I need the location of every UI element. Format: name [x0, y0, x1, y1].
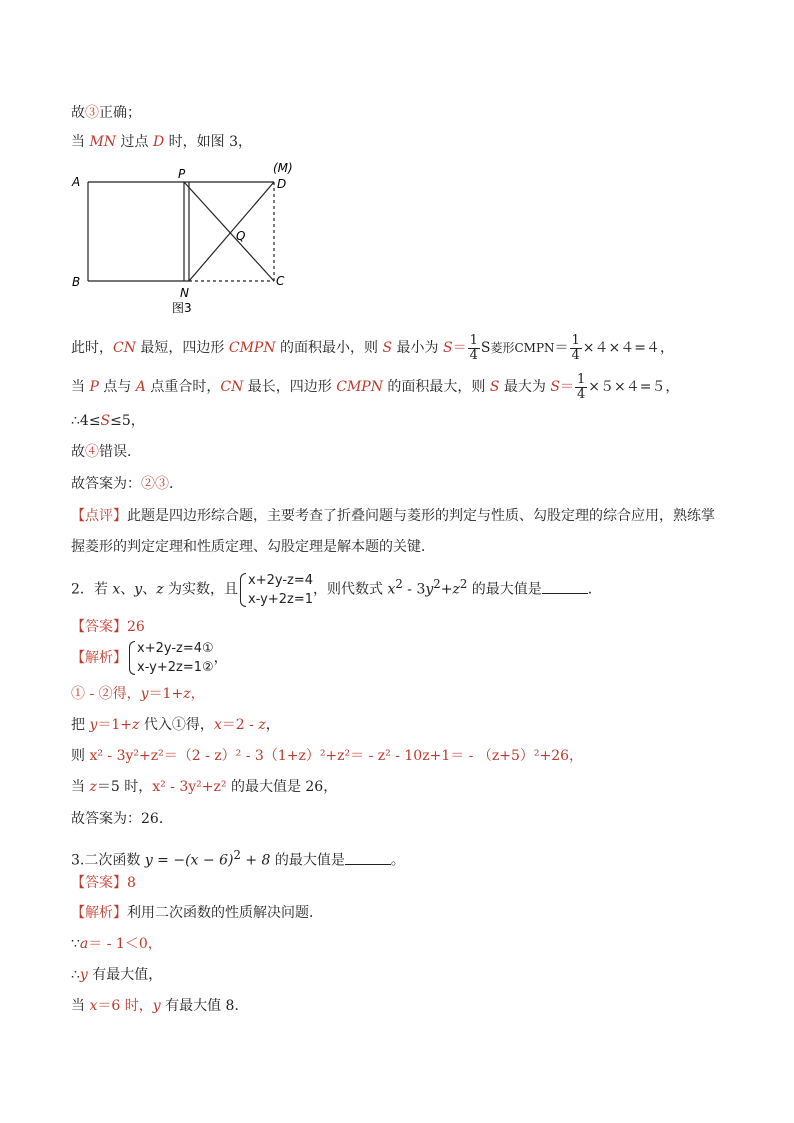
function-expression: + 8: [240, 852, 271, 869]
line-case-mn-through-d: [71, 132, 252, 152]
text: ∵: [71, 936, 80, 952]
line-comment: [71, 506, 715, 526]
text: 当: [71, 998, 90, 1014]
expression: x² - 3y²+z²＝（2 - z）² - 3（1+z）²+z²＝ - z² - 10z+1＝ - （z+5）²+26，: [89, 748, 584, 764]
var: S: [100, 413, 111, 429]
question-3: [71, 845, 405, 871]
exponent: 2: [395, 577, 403, 591]
var: z: [183, 686, 191, 702]
text: S: [480, 340, 491, 356]
text: 点与: [98, 379, 136, 395]
line-min-area: [71, 333, 674, 363]
denominator: 4: [469, 347, 478, 363]
text: 最大为: [499, 379, 551, 395]
text: 过点: [116, 134, 153, 150]
label-p: P: [178, 167, 186, 181]
numerator: 1: [469, 332, 478, 348]
text: 故: [71, 105, 85, 121]
exponent: 2: [233, 848, 241, 862]
answer-3: [71, 873, 136, 893]
text: ，则代数式: [313, 581, 388, 598]
text: 把: [71, 717, 90, 733]
text: 故答案为：: [71, 476, 141, 492]
label-c: C: [276, 274, 285, 288]
analysis-3: [71, 903, 323, 923]
text: ∴: [71, 967, 80, 983]
figure-3: [66, 158, 306, 322]
text: 、: [142, 581, 157, 598]
text: 代入①得，: [139, 717, 214, 733]
var: y: [152, 998, 161, 1014]
text: 的面积最大，则: [382, 379, 490, 395]
line-max-area: [71, 372, 679, 402]
text: ×４×４=４，: [582, 340, 674, 356]
var: CMPN: [336, 379, 383, 395]
var: x: [387, 581, 396, 598]
text: 2．若: [71, 581, 113, 598]
text: 、: [120, 581, 135, 598]
var: D: [152, 134, 165, 150]
fraction: [468, 334, 480, 363]
analysis-tag: 【解析】: [71, 905, 127, 921]
text: ，: [265, 717, 280, 733]
var: S: [489, 379, 500, 395]
var: z: [89, 779, 97, 795]
answer-value: ②③: [141, 476, 169, 492]
line-range: [71, 411, 145, 431]
step-max-value: [71, 996, 248, 1016]
label-d: D: [277, 177, 287, 191]
answer-blank: [345, 850, 391, 865]
answer-blank: [542, 579, 588, 594]
equation: x-y+2z=1②: [137, 660, 214, 675]
answer-2: [71, 617, 145, 637]
step-max: [71, 777, 337, 797]
circled-number: ④: [85, 444, 99, 460]
text: ×５×４=５，: [588, 379, 680, 395]
text: 的最大值是: [467, 581, 542, 598]
analysis-2: [71, 637, 228, 679]
text: 有最大值 8．: [160, 998, 249, 1014]
fraction: [575, 373, 587, 402]
step-expand: [71, 746, 583, 766]
label-a: A: [72, 175, 81, 189]
label-b: B: [72, 275, 81, 289]
text: ．: [587, 581, 602, 598]
text: ＝: [554, 340, 569, 356]
var: z: [132, 717, 140, 733]
var: A: [135, 379, 146, 395]
var: CN: [113, 340, 136, 356]
answer-2-final: [71, 809, 173, 829]
step-subtract: [71, 684, 205, 704]
equation: x+2y-z=4: [248, 572, 314, 588]
var: S: [382, 340, 393, 356]
line-comment-cont: [71, 537, 435, 557]
text: ＝6 时，: [97, 998, 153, 1014]
text: ，: [190, 686, 205, 702]
text: 故: [71, 444, 85, 460]
text: 最长，四边形: [243, 379, 337, 395]
figure-caption: 图3: [172, 301, 192, 315]
var: z: [452, 581, 460, 598]
text: 故答案为：26．: [71, 811, 173, 827]
text: 错误．: [99, 444, 141, 460]
exponent: 2: [459, 577, 468, 591]
answer-tag: 【答案】: [71, 619, 127, 635]
var: z: [258, 717, 266, 733]
var: y: [79, 967, 88, 983]
text: 的最大值是: [270, 852, 345, 869]
var: x: [213, 717, 222, 733]
text: ＝5 时，: [96, 779, 153, 795]
analysis-tag: 【解析】: [71, 650, 127, 666]
denominator: 4: [571, 347, 580, 363]
numerator: 1: [571, 332, 580, 348]
var: a: [79, 936, 89, 952]
line-answer-1: [71, 474, 183, 494]
question-2: [71, 563, 602, 611]
text: ＝1+: [148, 686, 184, 702]
exponent: 2: [433, 577, 441, 591]
text: ，: [213, 650, 228, 666]
text: ＝ - 1＜0，: [88, 936, 162, 952]
text: 的面积最小，则: [275, 340, 383, 356]
fraction: [570, 334, 582, 363]
answer-tag: 【答案】: [71, 875, 127, 891]
text: ① - ②得，: [71, 686, 141, 702]
text: 有最大值，: [87, 967, 163, 983]
denominator: 4: [576, 386, 586, 402]
text: 则: [71, 748, 90, 764]
text: 最小为: [392, 340, 443, 356]
text: 当: [71, 134, 90, 150]
answer-value: 26: [127, 619, 145, 635]
text: ≤5，: [110, 413, 145, 429]
var: P: [89, 379, 99, 395]
subscript: 菱形CMPN: [490, 341, 555, 355]
expression: x² - 3y²+z²: [152, 779, 227, 795]
equation-system: [127, 639, 214, 677]
text: ＝2 -: [221, 717, 259, 733]
text: ．: [169, 476, 183, 492]
step-a-negative: [71, 934, 162, 954]
var: z: [156, 581, 164, 598]
var: CN: [220, 379, 244, 395]
label-m: (M): [273, 161, 293, 175]
text: 握菱形的判定定理和性质定理、勾股定理是解本题的关键．: [71, 539, 435, 555]
text: 最短，四边形: [135, 340, 229, 356]
function-expression: y = −(x − 6): [144, 852, 234, 869]
text: 当: [71, 779, 90, 795]
text: 利用二次函数的性质解决问题．: [127, 905, 323, 921]
line-conclusion-3: [71, 103, 141, 123]
var: x: [89, 998, 98, 1014]
text: 点重合时，: [145, 379, 221, 395]
var: MN: [89, 134, 117, 150]
text: 的最大值是 26，: [226, 779, 338, 795]
var: x: [112, 581, 121, 598]
text: ＝: [452, 340, 467, 356]
step-has-max: [71, 965, 162, 985]
var: S: [443, 340, 453, 356]
equation-system: [238, 571, 313, 609]
text: +: [440, 581, 453, 598]
numerator: 1: [576, 371, 586, 387]
label-n: N: [180, 286, 189, 300]
var: y: [140, 686, 149, 702]
answer-value: 8: [127, 875, 136, 891]
var: CMPN: [228, 340, 276, 356]
comment-tag: 【点评】: [71, 508, 127, 524]
text: 3.二次函数: [71, 852, 145, 869]
text: 为实数，且: [163, 581, 239, 598]
text: - 3: [402, 581, 426, 598]
text: ∴4≤: [71, 413, 101, 429]
text: 此题是四边形综合题，主要考查了折叠问题与菱形的判定与性质、勾股定理的综合应用，熟练掌: [127, 508, 715, 524]
var: S: [550, 379, 560, 395]
text: 此时，: [71, 340, 113, 356]
equation: x-y+2z=1: [248, 591, 314, 607]
text: 。: [390, 852, 405, 869]
text: 正确；: [99, 105, 141, 121]
var: y: [89, 717, 98, 733]
var: y: [425, 581, 434, 598]
text: ＝: [559, 379, 574, 395]
label-q: Q: [236, 229, 246, 243]
step-substitute: [71, 715, 280, 735]
equation: x+2y-z=4①: [137, 641, 214, 656]
text: 当: [71, 379, 90, 395]
text: 时，如图 3，: [164, 134, 252, 150]
var: y: [134, 581, 143, 598]
line-conclusion-4: [71, 442, 141, 462]
circled-number: ③: [85, 105, 99, 121]
text: ＝1+: [97, 717, 133, 733]
